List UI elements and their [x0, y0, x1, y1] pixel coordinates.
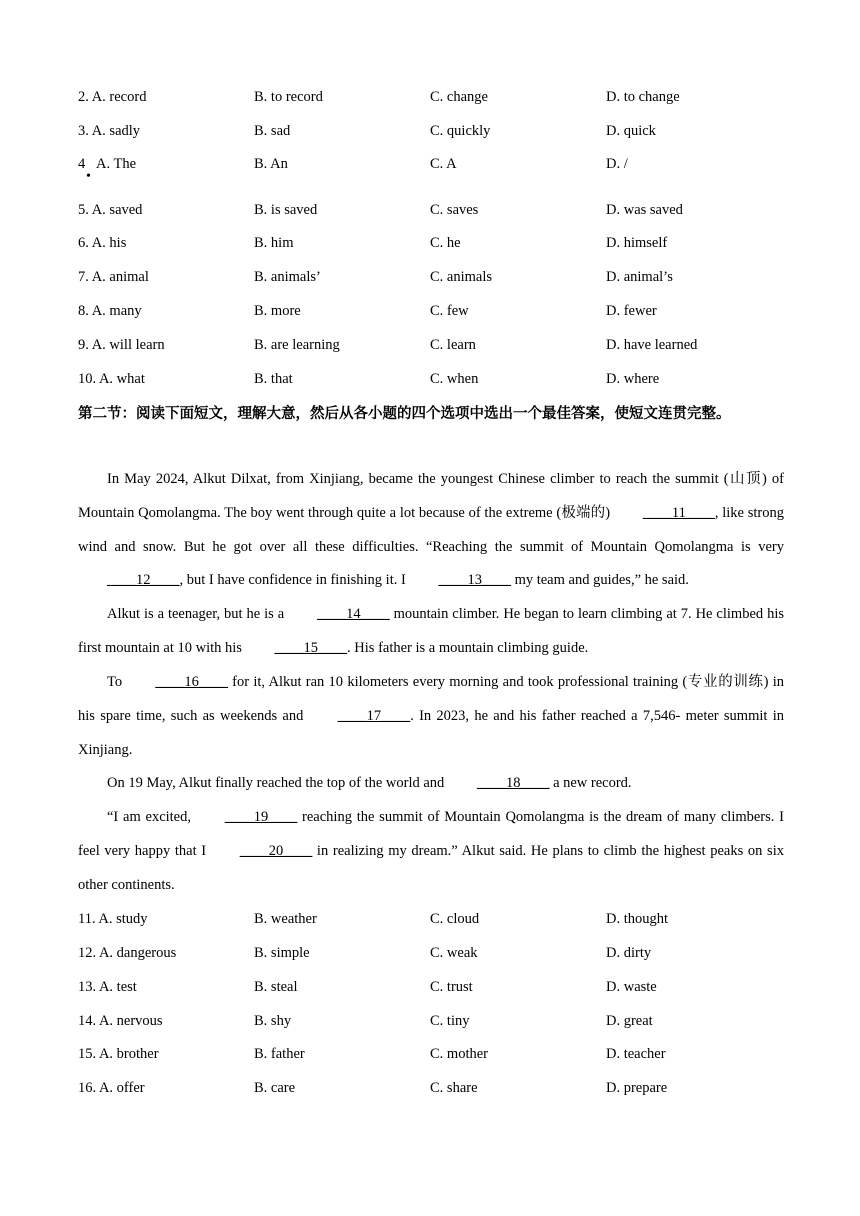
option-d: D. quick — [606, 123, 656, 139]
option-c: C. when — [430, 371, 479, 387]
blank-12: ____12____ — [107, 572, 180, 589]
passage-paragraph-1 — [78, 463, 784, 598]
option-d: D. himself — [606, 235, 668, 251]
passage-paragraph-4 — [78, 767, 784, 801]
option-d: D. thought — [606, 911, 669, 927]
blank-17: ____17____ — [337, 707, 411, 724]
question-12-options — [78, 942, 788, 964]
option-b: B. shy — [254, 1013, 292, 1029]
option-c: C. quickly — [430, 123, 491, 139]
paragraph-text: for it, Alkut ran 10 kilometers every morning and took professional training (专业的训练) in his spare time, such as weekends and — [78, 674, 784, 724]
option-c: C. few — [430, 303, 469, 319]
option-b: B. steal — [254, 979, 298, 995]
option-a: 5. A. saved — [78, 202, 143, 218]
option-b: B. weather — [254, 911, 317, 927]
paragraph-text: reaching the summit of Mountain Qomolangma is the dream of many climbers. I feel very happy that I — [78, 809, 784, 859]
stray-dot: • — [86, 169, 91, 184]
paragraph-text: my team and guides,” he said. — [510, 572, 689, 589]
option-a: 12. A. dangerous — [78, 945, 177, 961]
section-heading: 第二节：阅读下面短文，理解大意，然后从各小题的四个选项中选出一个最佳答案，使短文连贯完整。 — [78, 406, 731, 422]
option-a: 10. A. what — [78, 371, 145, 387]
option-c: C. animals — [430, 269, 493, 285]
option-c: C. trust — [430, 979, 473, 995]
option-d: D. great — [606, 1013, 653, 1029]
paragraph-text: mountain climber. He began to learn climbing at 7. He climbed his first mountain at 10 with his — [78, 606, 784, 656]
option-a: A. The — [96, 156, 137, 172]
option-b: B. him — [254, 235, 294, 251]
option-a: 13. A. test — [78, 979, 137, 995]
option-d: D. have learned — [606, 337, 698, 353]
option-d: D. / — [606, 156, 628, 172]
passage-paragraph-3 — [78, 666, 784, 767]
option-b: B. sad — [254, 123, 291, 139]
question-16-options — [78, 1077, 788, 1099]
question-10-options — [78, 368, 788, 390]
option-a: 7. A. animal — [78, 269, 149, 285]
blank-20: ____20____ — [239, 842, 313, 859]
option-a: 9. A. will learn — [78, 337, 165, 353]
question-11-options — [78, 908, 788, 930]
passage-paragraph-2 — [78, 598, 784, 666]
blank-11: ____11____ — [642, 504, 715, 521]
paragraph-text: Alkut is a teenager, but he is a — [107, 606, 289, 622]
option-c: C. learn — [430, 337, 476, 353]
option-a: 2. A. record — [78, 89, 147, 105]
option-a: 11. A. study — [78, 911, 148, 927]
question-8-options — [78, 300, 788, 322]
question-number: 4 — [78, 156, 86, 172]
paragraph-text: a new record. — [549, 775, 632, 791]
question-4-options — [78, 153, 788, 175]
paragraph-text: in realizing my dream.” Alkut said. He plans to climb the highest peaks on six other continents. — [78, 842, 784, 893]
option-b: B. animals’ — [254, 269, 321, 285]
option-c: C. saves — [430, 202, 479, 218]
option-c: C. mother — [430, 1046, 488, 1062]
option-a: 14. A. nervous — [78, 1013, 163, 1029]
option-c: C. change — [430, 89, 488, 105]
question-3-options — [78, 120, 788, 142]
option-a: 16. A. offer — [78, 1080, 145, 1096]
option-c: C. weak — [430, 945, 478, 961]
blank-14: ____14____ — [317, 606, 390, 622]
paragraph-text: In May 2024, Alkut Dilxat, from Xinjiang, became the youngest Chinese climber to reach the summit (山顶) of Mountain Qomolangma. The boy went through quite a lot because of the extreme (极端的) — [78, 471, 784, 521]
question-7-options — [78, 266, 788, 288]
option-c: C. A — [430, 156, 457, 172]
paragraph-text: On 19 May, Alkut finally reached the top of the world and — [107, 775, 448, 791]
blank-13: ____13____ — [438, 572, 511, 589]
option-c: C. tiny — [430, 1013, 470, 1029]
option-b: B. that — [254, 371, 293, 387]
option-a: 3. A. sadly — [78, 123, 141, 139]
passage-paragraph-5 — [78, 801, 784, 902]
option-d: D. animal’s — [606, 269, 673, 285]
option-b: B. father — [254, 1046, 305, 1062]
question-2-options — [78, 86, 788, 108]
paragraph-text: . In 2023, he and his father reached a 7,546- meter summit in Xinjiang. — [78, 707, 784, 758]
paragraph-text: , like strong wind and snow. But he got over all these difficulties. “Reaching the summit of Mountain Qomolangma is very — [78, 504, 784, 555]
option-b: B. are learning — [254, 337, 340, 353]
option-c: C. cloud — [430, 911, 480, 927]
option-a: 15. A. brother — [78, 1046, 159, 1062]
option-d: D. prepare — [606, 1080, 668, 1096]
question-6-options — [78, 232, 788, 254]
question-14-options — [78, 1010, 788, 1032]
paragraph-text: To — [107, 674, 127, 690]
option-d: D. fewer — [606, 303, 657, 319]
option-b: B. simple — [254, 945, 310, 961]
question-15-options — [78, 1043, 788, 1065]
blank-19: ____19____ — [224, 809, 298, 825]
option-b: B. more — [254, 303, 301, 319]
option-b: B. is saved — [254, 202, 318, 218]
option-d: D. to change — [606, 89, 680, 105]
paragraph-text: “I am excited, — [107, 809, 196, 825]
option-a: 6. A. his — [78, 235, 127, 251]
question-13-options — [78, 976, 788, 998]
option-d: D. waste — [606, 979, 657, 995]
option-c: C. share — [430, 1080, 478, 1096]
option-d: D. teacher — [606, 1046, 666, 1062]
question-9-options — [78, 334, 788, 356]
blank-16: ____16____ — [155, 674, 228, 690]
question-5-options — [78, 199, 788, 221]
option-b: B. to record — [254, 89, 323, 105]
option-d: D. where — [606, 371, 660, 387]
option-d: D. dirty — [606, 945, 652, 961]
blank-18: ____18____ — [476, 775, 550, 791]
paragraph-text: . His father is a mountain climbing guide. — [347, 639, 589, 656]
blank-15: ____15____ — [274, 639, 348, 656]
option-b: B. care — [254, 1080, 296, 1096]
option-a: 8. A. many — [78, 303, 142, 319]
paragraph-text: , but I have confidence in finishing it. I — [179, 572, 410, 589]
option-d: D. was saved — [606, 202, 683, 218]
option-c: C. he — [430, 235, 461, 251]
option-b: B. An — [254, 156, 288, 172]
